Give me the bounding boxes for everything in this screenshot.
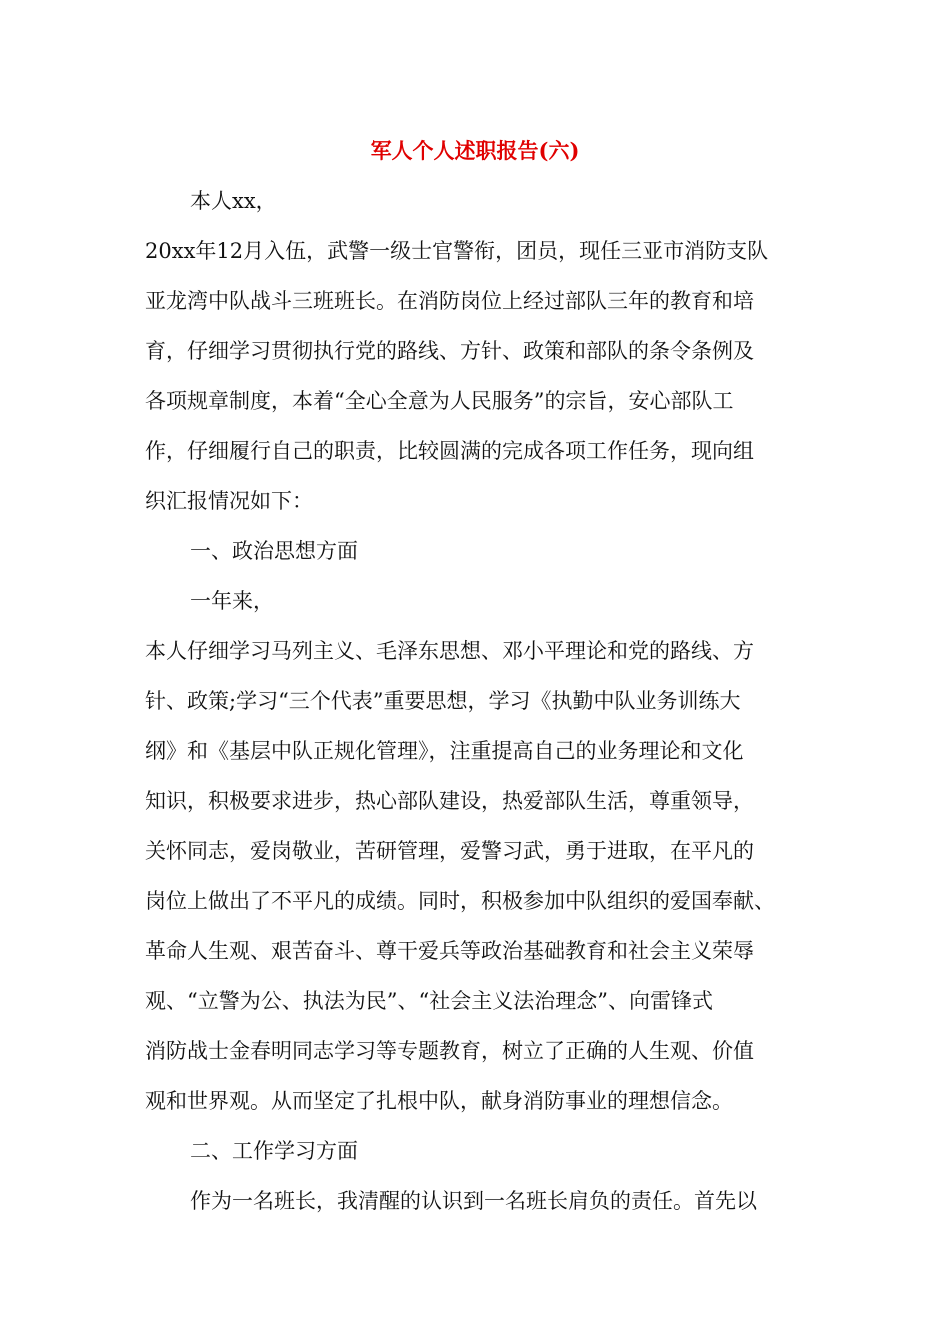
paragraph-line: 一年来， [190,589,274,613]
paragraph-line: 纲》和《基层中队正规化管理》，注重提高自己的业务理论和文化 [145,739,744,763]
document-title: 军人个人述职报告(六) [370,138,580,163]
paragraph-line: 观、“立警为公、执法为民”、“社会主义法治理念”、向雷锋式 [145,989,713,1013]
section-heading: 二、工作学习方面 [190,1139,358,1163]
paragraph-line: 本人xx， [190,189,277,213]
section-heading: 一、政治思想方面 [190,539,358,563]
paragraph-line: 亚龙湾中队战斗三班班长。在消防岗位上经过部队三年的教育和培 [145,289,754,313]
paragraph-line: 织汇报情况如下： [145,489,313,513]
paragraph-line: 消防战士金春明同志学习等专题教育，树立了正确的人生观、价值 [145,1039,754,1063]
paragraph-line: 本人仔细学习马列主义、毛泽东思想、邓小平理论和党的路线、方 [145,639,754,663]
paragraph-line: 岗位上做出了不平凡的成绩。同时，积极参加中队组织的爱国奉献、 [145,889,775,913]
paragraph-line: 革命人生观、艰苦奋斗、尊干爱兵等政治基础教育和社会主义荣辱 [145,939,754,963]
paragraph-line: 育，仔细学习贯彻执行党的路线、方针、政策和部队的条令条例及 [145,339,754,363]
paragraph-line: 作，仔细履行自己的职责，比较圆满的完成各项工作任务，现向组 [145,439,754,463]
paragraph-line: 20xx年12月入伍，武警一级士官警衔，团员，现任三亚市消防支队 [145,239,769,263]
paragraph-line: 针、政策;学习“三个代表”重要思想，学习《执勤中队业务训练大 [145,689,741,713]
paragraph-line: 观和世界观。从而坚定了扎根中队，献身消防事业的理想信念。 [145,1089,733,1113]
paragraph-line: 关怀同志，爱岗敬业，苦研管理，爱警习武，勇于进取，在平凡的 [145,839,754,863]
paragraph-line: 各项规章制度，本着“全心全意为人民服务”的宗旨，安心部队工 [145,389,734,413]
paragraph-line: 知识，积极要求进步，热心部队建设，热爱部队生活，尊重领导， [145,789,754,813]
paragraph-line: 作为一名班长，我清醒的认识到一名班长肩负的责任。首先以 [190,1189,757,1213]
